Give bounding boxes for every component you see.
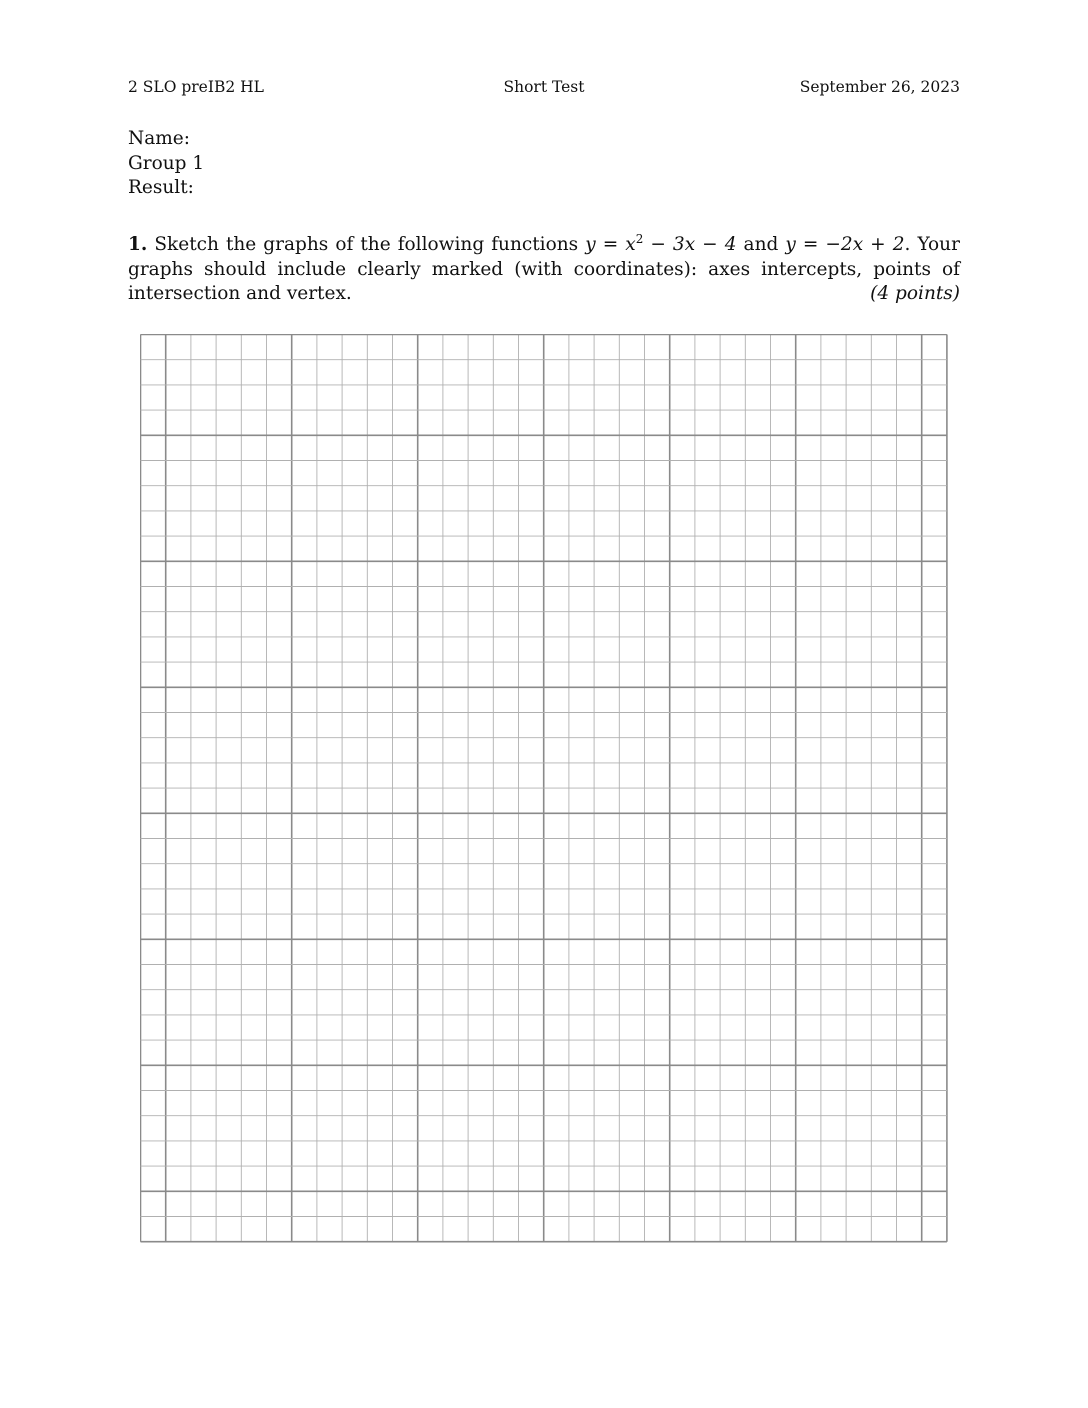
page-header xyxy=(128,78,960,100)
test-date: September 26, 2023 xyxy=(799,78,960,96)
grid-svg[interactable] xyxy=(140,334,950,1244)
points-value: (4 points) xyxy=(870,283,960,305)
graph-paper-grid[interactable] xyxy=(140,334,950,1244)
function-1: $y = x^2 - 3x - 4$ xyxy=(585,232,737,256)
question-number: 1. xyxy=(128,234,148,256)
conjunction: and xyxy=(743,234,779,256)
test-title: Short Test xyxy=(503,78,585,96)
course-code: 2 SLO preIB2 HL xyxy=(128,78,264,96)
result-label: Result: xyxy=(128,177,194,198)
question-text-end: . Your graphs should include clearly marked (with coordinates): axes intercepts, points of intersection and vertex. xyxy=(128,234,960,305)
function-2: y = −2x + 2 xyxy=(785,234,905,256)
name-field-label: Name: xyxy=(128,128,190,149)
question-1 xyxy=(128,227,960,307)
question-text-start: Sketch the graphs of the following functions xyxy=(154,234,579,256)
student-info xyxy=(128,127,204,201)
group-label: Group 1 xyxy=(128,152,205,174)
